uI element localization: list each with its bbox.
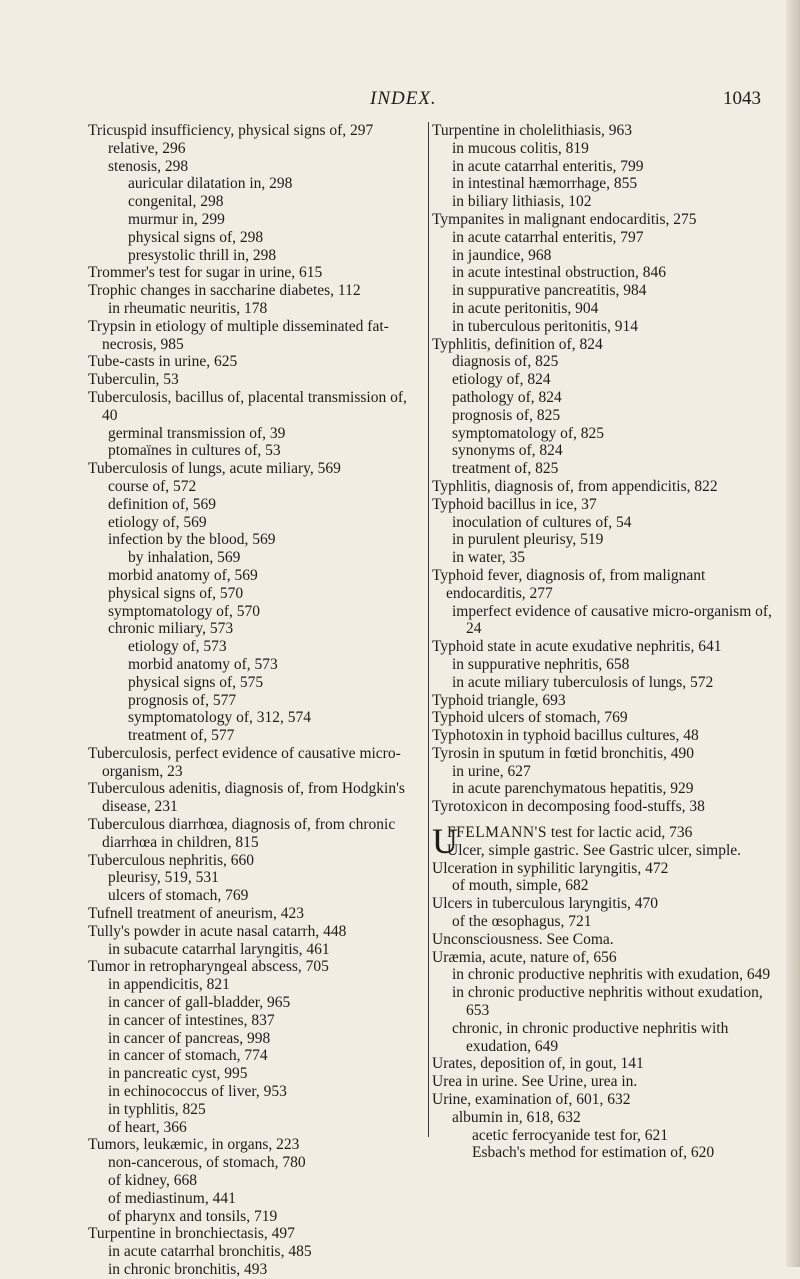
entry-text: test for lactic acid, 736	[550, 824, 693, 842]
index-subentry: in cancer of gall-bladder, 965	[108, 994, 291, 1012]
index-subentry: in purulent pleurisy, 519	[452, 531, 604, 549]
index-subentry: in echinococcus of liver, 953	[108, 1083, 287, 1101]
index-subentry: stenosis, 298	[108, 157, 189, 175]
index-subentry: presystolic thrill in, 298	[128, 246, 277, 264]
index-entry: Urine, examination of, 601, 632	[432, 1091, 631, 1109]
index-entry: Urates, deposition of, in gout, 141	[432, 1055, 644, 1073]
index-subentry: germinal transmission of, 39	[108, 424, 286, 442]
index-subentry: symptomatology of, 570	[108, 602, 260, 620]
index-entry: Tuberculous nephritis, 660	[88, 851, 255, 869]
index-subentry: prognosis of, 825	[452, 406, 561, 424]
index-subentry: in chronic bronchitis, 493	[108, 1261, 268, 1278]
index-entry: Tuberculous adenitis, diagnosis of, from Hodgkin's disease, 231	[88, 780, 405, 816]
u-entries	[432, 842, 778, 1162]
index-entry: Tube-casts in urine, 625	[88, 353, 238, 371]
index-subentry: in jaundice, 968	[452, 246, 552, 264]
index-entry: Unconsciousness. See Coma.	[432, 930, 614, 948]
index-column-right	[432, 122, 778, 1162]
entry-term-caps: FFELMANN'S	[447, 824, 547, 842]
index-subentry: non-cancerous, of stomach, 780	[108, 1154, 306, 1172]
index-subentry: etiology of, 569	[108, 513, 207, 531]
index-entry: Turpentine in bronchiectasis, 497	[88, 1225, 295, 1243]
index-subentry: of mediastinum, 441	[108, 1189, 236, 1207]
index-subentry: symptomatology of, 312, 574	[128, 709, 311, 727]
index-subentry: course of, 572	[108, 477, 197, 495]
index-subentry: ulcers of stomach, 769	[108, 887, 249, 905]
index-subentry: in appendicitis, 821	[108, 976, 230, 994]
index-subentry: in typhlitis, 825	[108, 1100, 206, 1118]
index-subentry: in chronic productive nephritis without exudation, 653	[452, 984, 763, 1020]
index-subentry: in cancer of stomach, 774	[108, 1047, 268, 1065]
index-subentry: definition of, 569	[108, 495, 217, 513]
index-subentry: albumin in, 618, 632	[452, 1108, 581, 1126]
index-subentry: in intestinal hæmorrhage, 855	[452, 175, 638, 193]
index-entry: Tuberculin, 53	[88, 371, 179, 389]
index-subentry: congenital, 298	[128, 193, 224, 211]
index-subentry: of heart, 366	[108, 1118, 187, 1136]
index-subentry: in cancer of pancreas, 998	[108, 1029, 271, 1047]
index-subentry: relative, 296	[108, 139, 186, 157]
page-header	[0, 88, 800, 112]
index-subentry: in tuberculous peritonitis, 914	[452, 317, 638, 335]
index-subentry: treatment of, 825	[452, 460, 559, 478]
index-entry: Tuberculosis, bacillus of, placental transmission of, 40	[88, 388, 407, 424]
index-entry: Tuberculosis, perfect evidence of causative micro-organism, 23	[88, 744, 401, 780]
index-entry: Ulcers in tuberculous laryngitis, 470	[432, 895, 658, 913]
index-subentry: chronic, in chronic productive nephritis with exudation, 649	[452, 1019, 729, 1055]
index-subentry: in suppurative nephritis, 658	[452, 655, 630, 673]
index-column-left	[88, 122, 426, 1279]
index-subentry: prognosis of, 577	[128, 691, 237, 709]
index-subentry: physical signs of, 570	[108, 584, 244, 602]
index-subentry: infection by the blood, 569	[108, 531, 276, 549]
index-subentry: in suppurative pancreatitis, 984	[452, 282, 647, 300]
index-subentry: symptomatology of, 825	[452, 424, 604, 442]
index-subentry: in acute catarrhal enteritis, 797	[452, 228, 644, 246]
index-entry: Ulcer, simple gastric. See Gastric ulcer, simple.	[447, 841, 742, 859]
index-entry: Typhlitis, diagnosis of, from appendicitis, 822	[432, 477, 718, 495]
page-number: 1043	[723, 88, 761, 109]
index-subentry: etiology of, 573	[128, 638, 227, 656]
index-subentry: chronic miliary, 573	[108, 620, 234, 638]
index-entry: Tully's powder in acute nasal catarrh, 448	[88, 922, 347, 940]
page-spine-shadow	[786, 0, 800, 1267]
index-entry: Trophic changes in saccharine diabetes, 112	[88, 282, 361, 300]
index-subentry: in rheumatic neuritis, 178	[108, 299, 268, 317]
running-head: INDEX.	[370, 88, 437, 109]
index-subentry: morbid anatomy of, 569	[108, 566, 258, 584]
index-subentry: diagnosis of, 825	[452, 353, 559, 371]
index-subentry: in biliary lithiasis, 102	[452, 193, 592, 211]
index-subentry: in cancer of intestines, 837	[108, 1011, 275, 1029]
index-subentry: of kidney, 668	[108, 1172, 197, 1190]
index-subentry: treatment of, 577	[128, 727, 235, 745]
section-gap	[432, 816, 778, 824]
section-dropcap: U	[432, 821, 458, 862]
index-subentry: in urine, 627	[452, 762, 531, 780]
index-entry: Tympanites in malignant endocarditis, 275	[432, 210, 697, 228]
index-subentry: synonyms of, 824	[452, 442, 563, 460]
index-entry: Tumors, leukæmic, in organs, 223	[88, 1136, 300, 1154]
index-subentry: physical signs of, 575	[128, 673, 264, 691]
index-entry: Typhoid triangle, 693	[432, 691, 566, 709]
index-subentry: auricular dilatation in, 298	[128, 175, 293, 193]
index-entry: Tufnell treatment of aneurism, 423	[88, 905, 304, 923]
index-entry: Uræmia, acute, nature of, 656	[432, 948, 617, 966]
index-subentry: in acute catarrhal bronchitis, 485	[108, 1243, 312, 1261]
index-entry: Typhoid fever, diagnosis of, from malignant endocarditis, 277	[432, 566, 706, 602]
index-subentry: pathology of, 824	[452, 388, 562, 406]
index-entry: Typhlitis, definition of, 824	[432, 335, 603, 353]
index-subentry: of pharynx and tonsils, 719	[108, 1207, 278, 1225]
index-subentry: physical signs of, 298	[128, 228, 264, 246]
index-entry: Tyrotoxicon in decomposing food-stuffs, 38	[432, 798, 705, 816]
t-entries-continued	[432, 122, 778, 816]
index-subentry: in acute catarrhal enteritis, 799	[452, 157, 644, 175]
index-subentry: of mouth, simple, 682	[452, 877, 589, 895]
index-subentry: in acute peritonitis, 904	[452, 299, 599, 317]
index-subentry: in chronic productive nephritis with exudation, 649	[452, 966, 771, 984]
index-subentry: ptomaïnes in cultures of, 53	[108, 442, 281, 460]
index-subentry: inoculation of cultures of, 54	[452, 513, 632, 531]
u-section	[432, 821, 778, 1162]
index-entry: Typhoid ulcers of stomach, 769	[432, 709, 628, 727]
index-entry: Typhotoxin in typhoid bacillus cultures, 48	[432, 727, 699, 745]
index-entry: Ulceration in syphilitic laryngitis, 472	[432, 859, 669, 877]
index-entry: Tyrosin in sputum in fœtid bronchitis, 490	[432, 744, 694, 762]
index-entry: Urea in urine. See Urine, urea in.	[432, 1073, 638, 1091]
index-subentry: Esbach's method for estimation of, 620	[472, 1144, 715, 1162]
index-subentry: by inhalation, 569	[128, 549, 241, 567]
index-subentry: in subacute catarrhal laryngitis, 461	[108, 940, 330, 958]
index-subentry: in acute intestinal obstruction, 846	[452, 264, 666, 282]
index-entry: Trommer's test for sugar in urine, 615	[88, 264, 323, 282]
index-subentry: murmur in, 299	[128, 210, 225, 228]
index-subentry: in water, 35	[452, 549, 525, 567]
index-subentry: morbid anatomy of, 573	[128, 655, 278, 673]
index-entry: Tricuspid insufficiency, physical signs of, 297	[88, 122, 374, 139]
index-subentry: imperfect evidence of causative micro-organism of, 24	[452, 602, 772, 638]
index-subentry: pleurisy, 519, 531	[108, 869, 219, 887]
index-subentry: etiology of, 824	[452, 371, 551, 389]
index-subentry: in acute parenchymatous hepatitis, 929	[452, 780, 694, 798]
index-entry: Trypsin in etiology of multiple disseminated fat-necrosis, 985	[88, 317, 389, 353]
index-subentry: in mucous colitis, 819	[452, 139, 589, 157]
index-entry: Tumor in retropharyngeal abscess, 705	[88, 958, 329, 976]
index-subentry: in pancreatic cyst, 995	[108, 1065, 248, 1083]
index-subentry: of the œsophagus, 721	[452, 913, 592, 931]
column-divider	[428, 122, 429, 1137]
index-entry: Typhoid state in acute exudative nephritis, 641	[432, 638, 722, 656]
index-entry: Typhoid bacillus in ice, 37	[432, 495, 597, 513]
index-entry: Tuberculosis of lungs, acute miliary, 569	[88, 460, 341, 478]
index-entry: Turpentine in cholelithiasis, 963	[432, 122, 633, 139]
index-subentry: acetic ferrocyanide test for, 621	[472, 1126, 669, 1144]
index-subentry: in acute miliary tuberculosis of lungs, 572	[452, 673, 714, 691]
index-entry: Tuberculous diarrhœa, diagnosis of, from chronic diarrhœa in children, 815	[88, 816, 396, 851]
